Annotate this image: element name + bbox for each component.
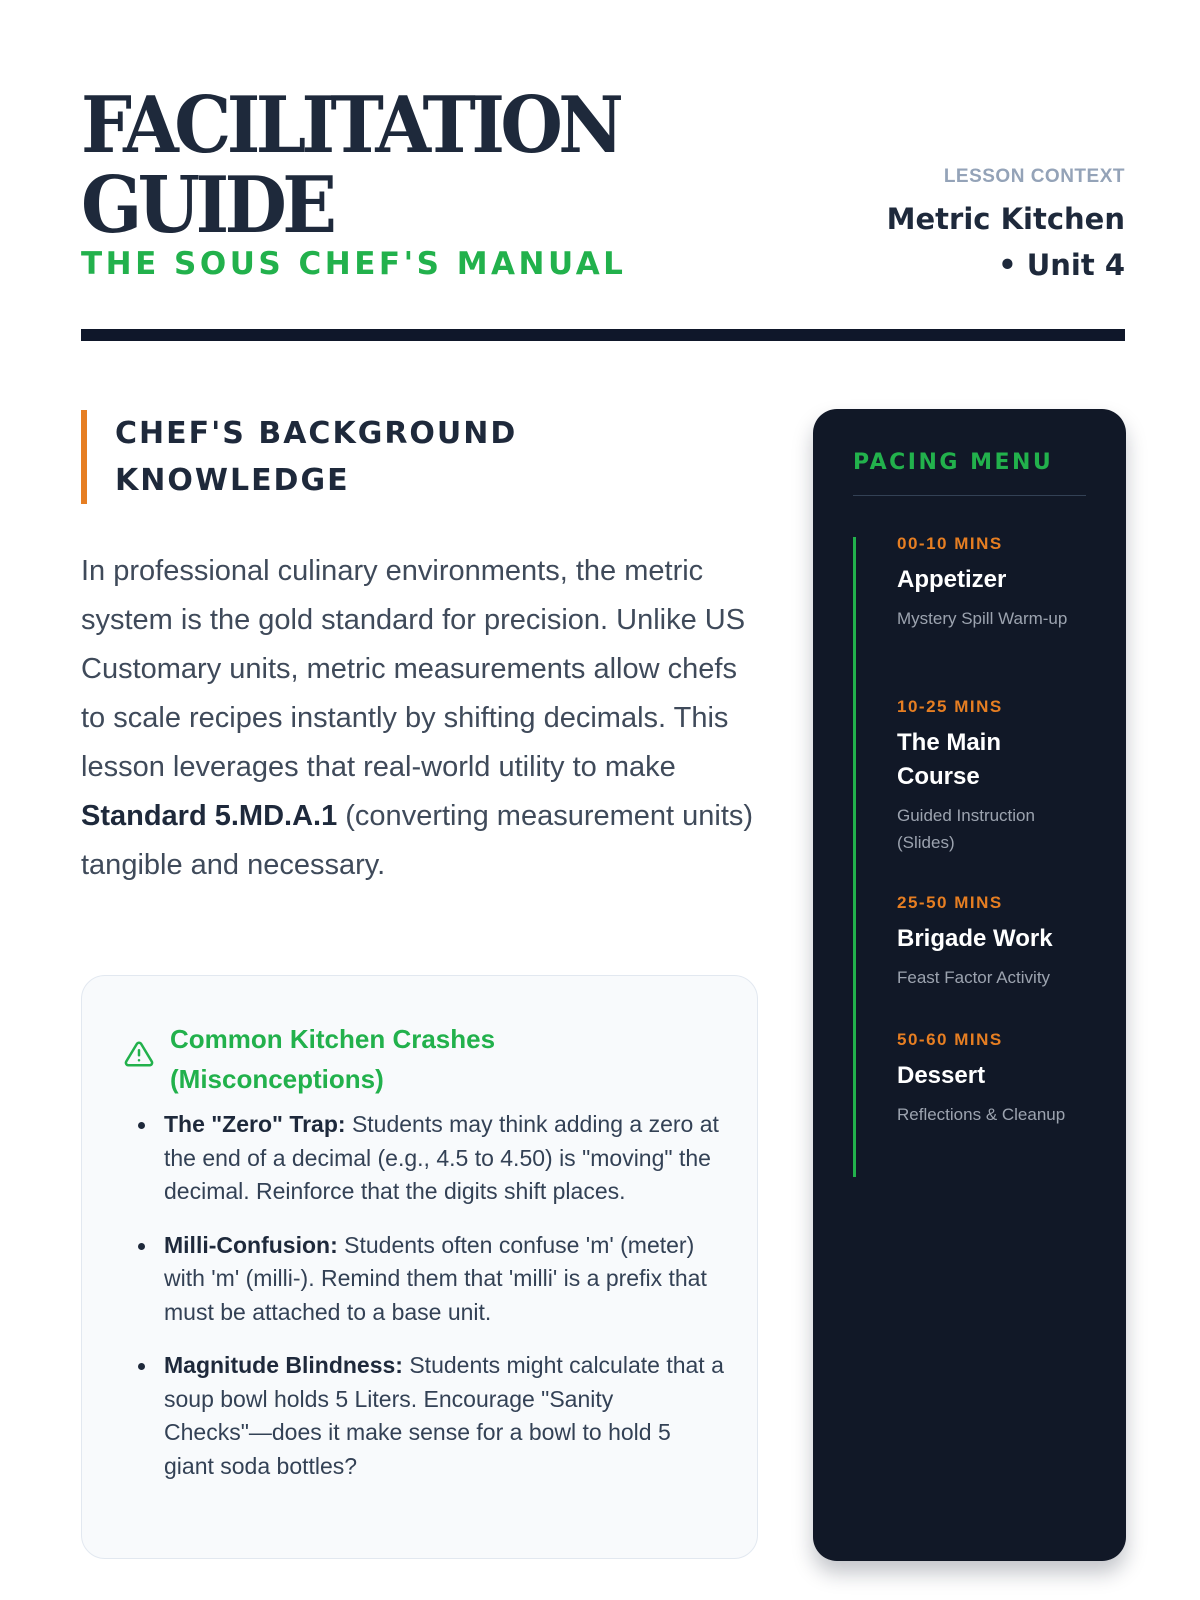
lesson-context-label: LESSON CONTEXT <box>943 166 1125 187</box>
callout-header <box>124 1019 684 1099</box>
pacing-slot <box>897 534 1087 632</box>
background-text-after: (converting measurement units) tangible and necessary. <box>81 800 754 881</box>
page-title: FACILITATION GUIDE <box>81 80 620 251</box>
background-section <box>81 410 756 890</box>
lesson-context <box>865 166 1125 288</box>
list-item <box>164 1108 724 1209</box>
lesson-context-value: Metric Kitchen • Unit 4 <box>886 202 1125 282</box>
background-text-before: In professional culinary environments, the metric system is the gold standard for precision. Unlike US Customary units, metric measurements allow chefs to scale recipes instantly by shifting decimals. This lesson leverages that real-world utility to make <box>81 555 746 783</box>
background-paragraph <box>81 547 756 890</box>
callout-title: Common Kitchen Crashes (Misconceptions) <box>170 1024 496 1094</box>
list-item <box>164 1349 724 1483</box>
header-divider <box>81 329 1125 341</box>
slot-time: 25-50 MINS <box>897 893 1003 912</box>
slot-description: Guided Instruction (Slides) <box>897 806 1035 852</box>
pacing-slot <box>897 697 1087 856</box>
slot-description: Reflections & Cleanup <box>897 1105 1066 1124</box>
slot-time: 50-60 MINS <box>897 1030 1003 1049</box>
slot-description: Mystery Spill Warm-up <box>897 609 1068 628</box>
slot-name: Brigade Work <box>897 925 1053 952</box>
pacing-slot <box>897 893 1087 991</box>
misconception-list <box>164 1108 724 1503</box>
warning-triangle-icon <box>124 1039 154 1069</box>
slot-description: Feast Factor Activity <box>897 968 1051 987</box>
pacing-timeline <box>853 534 1093 1177</box>
standard-reference: Standard 5.MD.A.1 <box>81 800 338 832</box>
misconceptions-callout <box>81 975 758 1559</box>
misconception-text: Students may think adding a zero at the end of a decimal (e.g., 4.5 to 4.50) is "moving" the decimal. Reinforce that the digits shift places. <box>164 1111 719 1204</box>
pacing-menu-title: PACING MENU <box>853 450 1086 496</box>
page-header <box>81 80 1125 286</box>
slot-time: 10-25 MINS <box>897 697 1003 716</box>
page-subtitle: THE SOUS CHEF'S MANUAL <box>81 246 627 282</box>
misconception-text: Students often confuse 'm' (meter) with 'm' (milli-). Remind them that 'milli' is a prefix that must be attached to a base unit. <box>164 1231 707 1325</box>
misconception-term: The "Zero" Trap: <box>164 1111 346 1137</box>
slot-name: The Main Course <box>897 729 1002 790</box>
misconception-text: Students might calculate that a soup bowl holds 5 Liters. Encourage "Sanity Checks"—does it make sense for a bowl to hold 5 giant soda bottles? <box>164 1352 724 1479</box>
section-heading: CHEF'S BACKGROUND KNOWLEDGE <box>81 410 756 504</box>
misconception-term: Magnitude Blindness: <box>164 1352 403 1378</box>
pacing-slot <box>897 1030 1087 1128</box>
slot-name: Dessert <box>897 1062 986 1089</box>
slot-name: Appetizer <box>897 566 1007 593</box>
misconception-term: Milli-Confusion: <box>164 1231 338 1258</box>
slot-time: 00-10 MINS <box>897 534 1003 553</box>
pacing-menu-panel <box>813 409 1126 1561</box>
list-item <box>164 1229 724 1330</box>
